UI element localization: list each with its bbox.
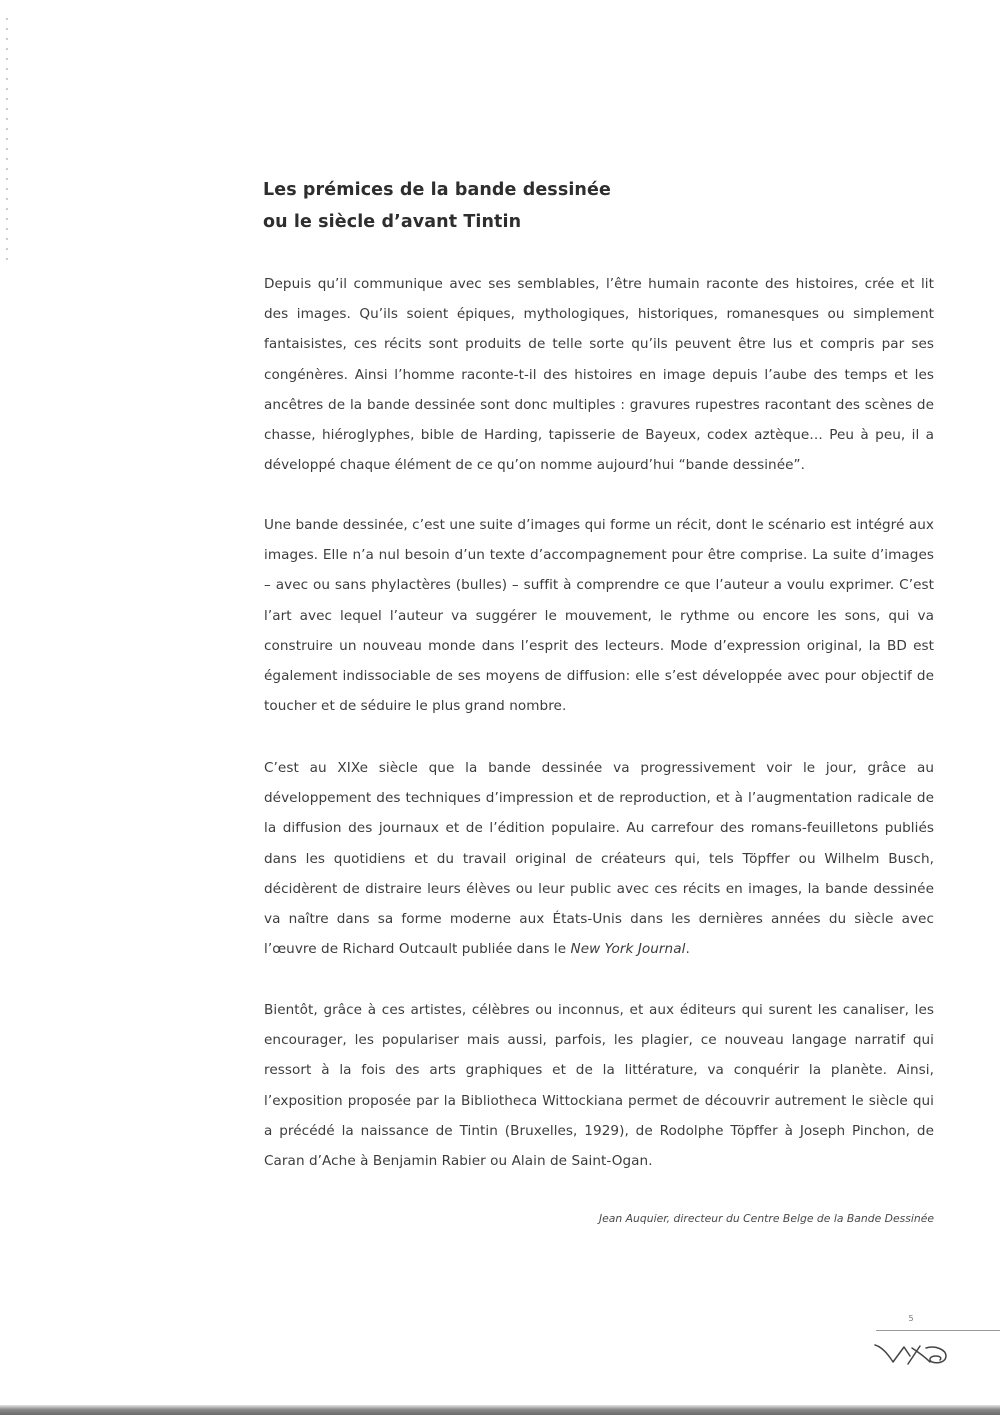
title-line-2: ou le siècle d’avant Tintin xyxy=(263,212,522,232)
paragraph-3 xyxy=(264,753,934,964)
footer-divider xyxy=(876,1330,1000,1331)
publication-name: New York Journal xyxy=(570,941,686,958)
scan-edge-shadow xyxy=(0,1405,1000,1415)
title-line-1: Les prémices de la bande dessinée xyxy=(263,180,611,200)
wittockiana-monogram-logo-icon xyxy=(874,1338,950,1368)
binding-hole-dots xyxy=(5,14,9,264)
page-number: 5 xyxy=(908,1314,914,1323)
paragraph-1: Depuis qu’il communique avec ses semblables, l’être humain raconte des histoires, crée et lit des images. Qu’ils soient épiques, mythologiques, historiques, romanesques ou simplement fantaisistes, ces récits sont produits de telle sorte qu’ils peuvent être lus et compris par ses congénères. Ainsi l’homme raconte-t-il des histoires en image depuis l’aube des temps et les ancêtres de la bande dessinée sont donc multiples : gravures rupestres racontant des scènes de chasse, hiéroglyphes, bible de Harding, tapisserie de Bayeux, codex aztèque… Peu à peu, il a développé chaque élément de ce qu’on nomme aujourd’hui “bande dessinée”. xyxy=(264,276,934,474)
paragraph-2: Une bande dessinée, c’est une suite d’images qui forme un récit, dont le scénario est intégré aux images. Elle n’a nul besoin d’un texte d’accompagnement pour être comprise. La suite d’images – avec ou sans phylactères (bulles) – suffit à comprendre ce que l’auteur a voulu exprimer. C’est l’art avec lequel l’auteur va suggérer le mouvement, le rythme ou encore les sons, qui va construire un nouveau monde dans l’esprit des lecteurs. Mode d’expression original, la BD est également indissociable de ses moyens de diffusion: elle s’est développée avec pour objectif de toucher et de séduire le plus grand nombre. xyxy=(264,517,934,715)
paragraph-3-text: C’est au XIXe siècle que la bande dessinée va progressivement voir le jour, grâce au développement des techniques d’impression et de reproduction, et à l’augmentation radicale de la diffusion des journaux et de l’édition populaire. Au carrefour des romans-feuilletons publiés dans les quotidiens et du travail original de créateurs qui, tels Töpffer ou Wilhelm Busch, décidèrent de distraire leurs élèves ou leur public avec ces récits en images, la bande dessinée va naître dans sa forme moderne aux États-Unis dans les dernières années du siècle avec l’œuvre de Richard Outcault publiée dans le xyxy=(264,760,934,958)
paragraph-3-end: . xyxy=(685,941,690,958)
page-title xyxy=(263,174,611,238)
author-signature: Jean Auquier, directeur du Centre Belge de la Bande Dessinée xyxy=(598,1212,934,1225)
paragraph-4: Bientôt, grâce à ces artistes, célèbres ou inconnus, et aux éditeurs qui surent les canaliser, les encourager, les populariser mais aussi, parfois, les plagier, ce nouveau langage narratif qui ressort à la fois des arts graphiques et de la littérature, va conquérir la planète. Ainsi, l’exposition proposée par la Bibliotheca Wittockiana permet de découvrir autrement le siècle qui a précédé la naissance de Tintin (Bruxelles, 1929), de Rodolphe Töpffer à Joseph Pinchon, de Caran d’Ache à Benjamin Rabier ou Alain de Saint-Ogan. xyxy=(264,1002,934,1170)
